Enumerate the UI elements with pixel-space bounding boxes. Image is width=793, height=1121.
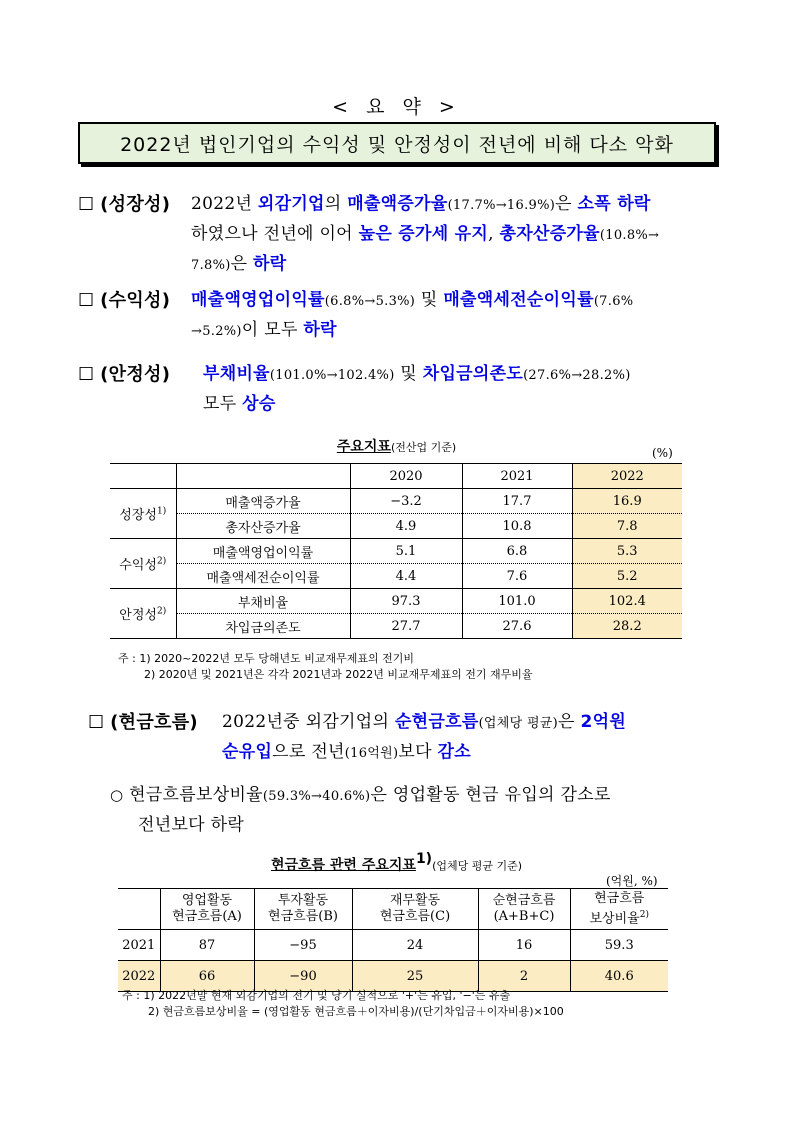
profit-text: 이 모두 [241,320,304,340]
cash-sub-figure: (59.3%→40.6%) [262,789,371,804]
table1-note: 주 : 1) 2020~2022년 모두 당해년도 비교재무제표의 전기비 [118,652,414,665]
table-row [118,961,668,992]
growth-text: 은 [555,194,578,214]
column-header-line: 영업활동 [181,893,233,908]
table2-title-sup: 1) [415,851,433,867]
value-cell: 16 [478,930,570,961]
value-cell: 102.4 [572,589,682,614]
cashflow-table [118,888,668,992]
header-blank-cell [176,464,350,489]
profit-tag: (수익성) [100,290,171,311]
group-label: 안정성 [119,608,157,623]
header-blank-cell [118,889,160,930]
cash-sub-text: 전년보다 하락 [138,815,245,835]
table2-title-row [0,851,793,874]
value-cell: 59.3 [570,930,668,961]
checkbox-bullet-icon: ☐ [78,290,95,311]
column-header-line: 재무활동 [389,893,441,908]
table1-note: 2) 2020년 및 2021년은 각각 2021년과 2022년 비교재무제표의 전기 재무비율 [144,668,533,681]
table1-unit: (%) [652,446,673,460]
growth-figure: (10.8%→ [599,228,660,243]
cash-text: 2022년중 외감기업의 [222,712,395,732]
cash-keyword: 순유입 [222,742,273,762]
indicator-label-cell: 총자산증가율 [176,514,350,539]
stability-keyword: 차입금의존도 [422,364,524,384]
value-cell: 4.9 [350,514,462,539]
cash-figure: (업체당 평균) [478,716,559,731]
growth-tag: (성장성) [100,194,171,215]
year-header-cell: 2022 [572,464,682,489]
table2-note: 2) 현금흐름보상비율 = (영업활동 현금흐름＋이자비용)/(단기차입금＋이자비용)×100 [148,1005,564,1018]
value-cell: 17.7 [462,489,572,514]
table1-subtitle: (전산업 기준) [390,441,457,454]
group-footnote: 2) [156,556,167,567]
group-label-cell [110,489,176,539]
table-header-row [118,889,668,930]
growth-text: , [488,224,500,244]
column-header-text: 보상비율 [589,911,640,927]
value-cell: −95 [254,930,352,961]
column-header-text: 현금흐름(B) [268,909,338,924]
value-cell: 7.8 [572,514,682,539]
value-cell: 16.9 [572,489,682,514]
value-cell: 2 [478,961,570,992]
growth-figure: (17.7%→16.9%) [447,198,556,213]
year-header-cell: 2020 [350,464,462,489]
value-cell: 10.8 [462,514,572,539]
cash-keyword: 2억원 [580,712,627,732]
growth-keyword: 총자산증가율 [499,224,600,244]
profit-figure: (6.8%→5.3%) [324,294,416,309]
group-label: 성장성 [119,508,157,523]
table-row [118,930,668,961]
profit-keyword: 매출액영업이익률 [191,290,325,310]
table-row [110,514,682,539]
cash-text: 은 [558,712,581,732]
growth-text: 의 [324,194,348,214]
growth-text: 은 [230,254,254,274]
cash-keyword: 순현금흐름 [394,712,479,732]
column-header-line: 투자활동 [277,893,329,908]
checkbox-bullet-icon: ☐ [78,364,95,385]
stability-text: 모두 [203,394,243,414]
summary-title: < 요 약 > [332,96,461,118]
profit-keyword: 하락 [303,320,337,340]
stability-text: 및 [394,364,423,384]
key-indicators-table [110,463,682,639]
stability-keyword: 부채비율 [203,364,270,384]
cash-text: 보다 [398,742,438,762]
column-header-line [571,907,669,927]
growth-text: 2022년 [191,194,258,214]
value-cell: −90 [254,961,352,992]
year-cell: 2022 [118,961,160,992]
cash-figure: (16억원) [344,746,399,761]
column-header-line [479,909,570,925]
table1-title-row [0,436,793,456]
value-cell: 66 [160,961,254,992]
profit-keyword: 매출액세전순이익률 [443,290,594,310]
year-cell: 2021 [118,930,160,961]
table2-subtitle: (업체당 평균 기준) [432,859,523,873]
cash-sub-text: 은 영업활동 현금 유입의 감소로 [370,785,611,805]
column-header-footnote: 2) [639,909,649,920]
column-header-cell [254,889,352,930]
table-row [110,614,682,639]
group-label: 수익성 [119,558,157,573]
group-footnote: 2) [156,606,167,617]
column-header-line [161,909,254,925]
column-header-cell [478,889,570,930]
header-blank-cell [110,464,176,489]
checkbox-bullet-icon: ☐ [78,194,95,215]
indicator-label-cell: 차입금의존도 [176,614,350,639]
table2-title: 현금흐름 관련 주요지표 [270,857,416,874]
checkbox-bullet-icon: ☐ [88,712,105,733]
column-header-cell [352,889,478,930]
column-header-line [353,909,478,925]
value-cell: 6.8 [462,539,572,564]
profit-text: 및 [415,290,444,310]
growth-keyword: 소폭 하락 [577,194,651,214]
table-row [110,564,682,589]
cash-keyword: 감소 [437,742,471,762]
value-cell: 25 [352,961,478,992]
headline-text: 2022년 법인기업의 수익성 및 안정성이 전년에 비해 다소 악화 [120,133,674,156]
profit-figure: →5.2%) [191,324,242,339]
value-cell: 87 [160,930,254,961]
value-cell: 97.3 [350,589,462,614]
value-cell: 28.2 [572,614,682,639]
indicator-label-cell: 매출액세전순이익률 [176,564,350,589]
group-footnote: 1) [156,506,167,517]
table-header-row [110,464,682,489]
circle-bullet-icon: ○ [110,786,124,804]
growth-keyword: 하락 [253,254,287,274]
cash-tag: (현금흐름) [110,712,198,733]
table2-unit: (억원, %) [606,874,658,888]
group-label-cell [110,539,176,589]
column-header-text: 현금흐름(A) [172,909,242,924]
value-cell: 40.6 [570,961,668,992]
growth-keyword: 매출액증가율 [347,194,448,214]
year-header-cell: 2021 [462,464,572,489]
table1-notes [118,651,533,683]
cash-text: 으로 전년 [272,742,345,762]
indicator-label-cell: 매출액증가율 [176,489,350,514]
headline-box [78,122,716,164]
stability-figure: (101.0%→102.4%) [269,368,395,383]
column-header-text: (A+B+C) [493,909,555,924]
growth-text: 하였으나 전년에 이어 [191,224,359,244]
value-cell: 27.6 [462,614,572,639]
column-header-text: 현금흐름(C) [379,909,451,924]
value-cell: 101.0 [462,589,572,614]
value-cell: −3.2 [350,489,462,514]
column-header-line: 순현금흐름 [492,893,556,908]
table-row [110,589,682,614]
table-row [110,489,682,514]
cash-subsection [110,781,720,840]
profit-figure: (7.6% [593,294,634,309]
column-header-cell [570,889,668,930]
column-header-line: 현금흐름 [594,890,645,906]
table-row [110,539,682,564]
value-cell: 7.6 [462,564,572,589]
table2-notes [122,988,564,1020]
growth-keyword: 외감기업 [257,194,325,214]
value-cell: 4.4 [350,564,462,589]
value-cell: 5.1 [350,539,462,564]
cash-sub-text: 현금흐름보상비율 [129,785,263,805]
column-header-line [255,909,352,925]
stability-tag: (안정성) [100,364,171,385]
stability-keyword: 상승 [242,394,276,414]
table2-note: 주 : 1) 2022년말 현재 외감기업의 전기 및 당기 실적으로 '+'는 유입, '−'는 유출 [122,989,511,1002]
stability-figure: (27.6%→28.2%) [523,368,631,383]
growth-keyword: 높은 증가세 유지 [358,224,489,244]
growth-figure: 7.8%) [191,258,231,273]
group-label-cell [110,589,176,639]
indicator-label-cell: 매출액영업이익률 [176,539,350,564]
value-cell: 27.7 [350,614,462,639]
indicator-label-cell: 부채비율 [176,589,350,614]
value-cell: 5.2 [572,564,682,589]
value-cell: 24 [352,930,478,961]
value-cell: 5.3 [572,539,682,564]
table1-title: 주요지표 [336,439,391,455]
column-header-cell [160,889,254,930]
